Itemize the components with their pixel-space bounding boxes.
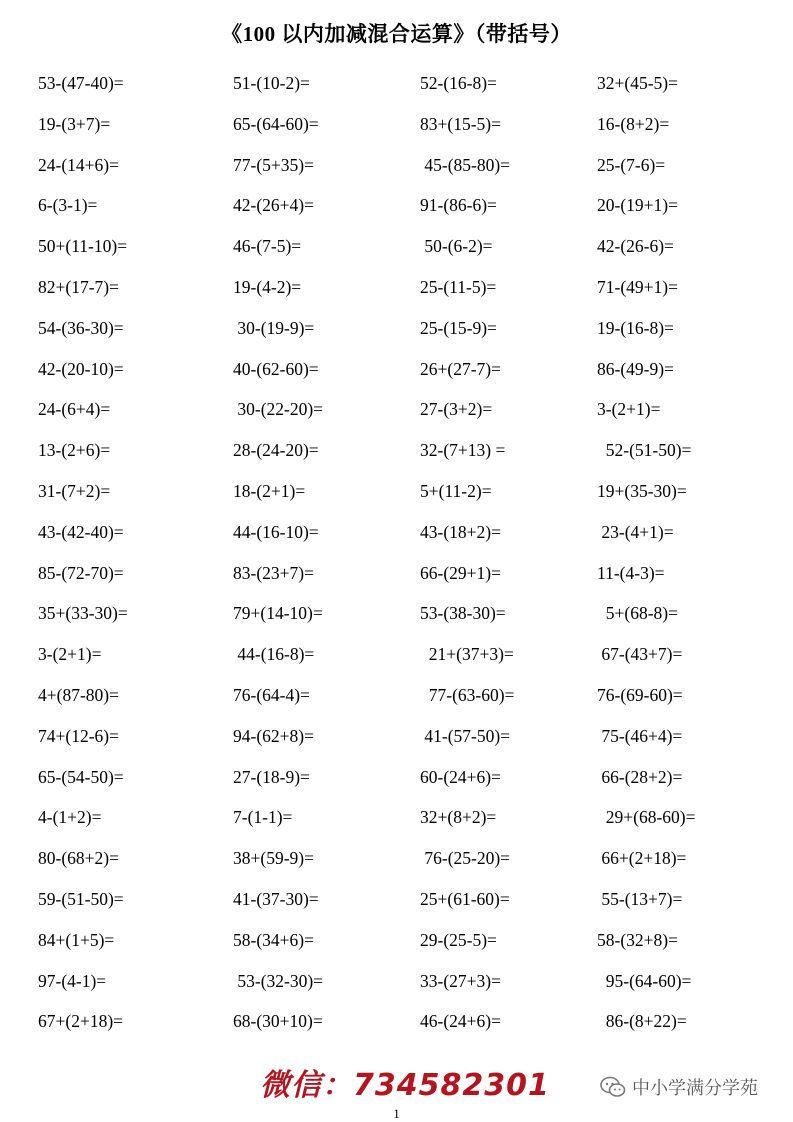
exercise-item: 25-(7-6)=	[597, 154, 666, 175]
exercise-item: 83+(15-5)=	[420, 113, 501, 134]
exercise-item: 43-(42-40)=	[38, 521, 124, 542]
exercise-item: 33-(27+3)=	[420, 970, 501, 991]
exercise-item: 41-(37-30)=	[233, 888, 319, 909]
exercise-item: 53-(47-40)=	[38, 73, 124, 93]
exercise-item: 86-(8+22)=	[597, 1011, 687, 1032]
exercise-item: 94-(62+8)=	[233, 725, 314, 746]
exercise-item: 76-(69-60)=	[597, 684, 683, 705]
exercise-item: 5+(11-2)=	[420, 480, 492, 501]
exercise-item: 46-(24+6)=	[420, 1011, 501, 1032]
exercise-item: 32-(7+13) =	[420, 440, 506, 461]
exercise-item: 58-(34+6)=	[233, 929, 314, 950]
exercise-item: 3-(2+1)=	[597, 399, 661, 420]
exercise-item: 74+(12-6)=	[38, 725, 119, 746]
exercise-item: 80-(68+2)=	[38, 848, 119, 869]
exercise-item: 66-(28+2)=	[597, 766, 683, 787]
exercise-item: 4+(87-80)=	[38, 684, 119, 705]
exercise-item: 19+(35-30)=	[597, 480, 687, 501]
exercise-item: 18-(2+1)=	[233, 480, 306, 501]
exercise-item: 97-(4-1)=	[38, 970, 107, 991]
exercise-item: 53-(38-30)=	[420, 603, 506, 624]
exercise-item: 50+(11-10)=	[38, 236, 128, 257]
exercise-item: 76-(64-4)=	[233, 684, 310, 705]
exercise-item: 67-(43+7)=	[597, 644, 683, 665]
exercise-item: 65-(64-60)=	[233, 113, 319, 134]
exercise-item: 42-(26+4)=	[233, 195, 314, 216]
exercise-item: 95-(64-60)=	[597, 970, 692, 991]
wechat-contact: 微信：734582301	[260, 1068, 550, 1103]
exercise-item: 25-(11-5)=	[420, 276, 497, 297]
exercise-item: 84+(1+5)=	[38, 929, 115, 950]
exercise-item: 35+(33-30)=	[38, 603, 128, 624]
exercise-item: 76-(25-20)=	[420, 848, 511, 869]
exercise-item: 45-(85-80)=	[420, 154, 511, 175]
exercise-item: 32+(45-5)=	[597, 73, 678, 93]
exercise-item: 59-(51-50)=	[38, 888, 124, 909]
exercise-item: 71-(49+1)=	[597, 276, 678, 297]
exercise-item: 3-(2+1)=	[38, 644, 102, 665]
exercise-item: 13-(2+6)=	[38, 440, 111, 461]
exercise-item: 83-(23+7)=	[233, 562, 314, 583]
page-number: 1	[393, 1106, 400, 1121]
exercise-item: 42-(20-10)=	[38, 358, 124, 379]
exercise-item: 25-(15-9)=	[420, 317, 497, 338]
exercise-item: 4-(1+2)=	[38, 807, 102, 828]
exercise-item: 67+(2+18)=	[38, 1011, 124, 1032]
exercise-item: 27-(3+2)=	[420, 399, 493, 420]
exercise-item: 44-(16-8)=	[233, 644, 315, 665]
exercise-item: 6-(3-1)=	[38, 195, 98, 216]
exercise-item: 44-(16-10)=	[233, 521, 319, 542]
exercise-item: 91-(86-6)=	[420, 195, 497, 216]
exercise-item: 85-(72-70)=	[38, 562, 124, 583]
exercise-item: 43-(18+2)=	[420, 521, 501, 542]
exercise-item: 52-(16-8)=	[420, 73, 497, 93]
exercise-item: 21+(37+3)=	[420, 644, 514, 665]
exercise-item: 30-(19-9)=	[233, 317, 315, 338]
brand-name: 中小学满分学苑	[632, 1078, 758, 1099]
exercise-item: 75-(46+4)=	[597, 725, 683, 746]
exercise-item: 24-(6+4)=	[38, 399, 111, 420]
exercise-item: 60-(24+6)=	[420, 766, 501, 787]
exercise-item: 58-(32+8)=	[597, 929, 678, 950]
exercise-item: 68-(30+10)=	[233, 1011, 323, 1032]
exercise-item: 77-(63-60)=	[420, 684, 515, 705]
exercise-column-4	[597, 70, 695, 1049]
exercise-item: 55-(13+7)=	[597, 888, 683, 909]
exercise-item: 82+(17-7)=	[38, 276, 119, 297]
exercise-item: 66+(2+18)=	[597, 848, 687, 869]
exercise-item: 42-(26-6)=	[597, 236, 674, 257]
exercise-column-1	[38, 70, 128, 1049]
exercise-item: 77-(5+35)=	[233, 154, 314, 175]
exercise-item: 79+(14-10)=	[233, 603, 323, 624]
exercise-item: 20-(19+1)=	[597, 195, 678, 216]
wechat-icon	[600, 1076, 626, 1098]
exercise-item: 66-(29+1)=	[420, 562, 501, 583]
exercise-item: 19-(3+7)=	[38, 113, 111, 134]
exercise-item: 29+(68-60)=	[597, 807, 696, 828]
exercise-item: 51-(10-2)=	[233, 73, 310, 93]
exercise-item: 26+(27-7)=	[420, 358, 501, 379]
page-title: 《100 以内加减混合运算》（带括号）	[221, 22, 572, 46]
exercise-item: 65-(54-50)=	[38, 766, 124, 787]
exercise-item: 46-(7-5)=	[233, 236, 302, 257]
exercise-item: 40-(62-60)=	[233, 358, 319, 379]
exercise-item: 31-(7+2)=	[38, 480, 111, 501]
exercise-item: 7-(1-1)=	[233, 807, 293, 828]
exercise-item: 53-(32-30)=	[233, 970, 324, 991]
exercise-item: 32+(8+2)=	[420, 807, 497, 828]
exercise-item: 23-(4+1)=	[597, 521, 674, 542]
exercise-column-3	[420, 70, 514, 1049]
exercise-item: 30-(22-20)=	[233, 399, 324, 420]
exercise-item: 25+(61-60)=	[420, 888, 510, 909]
exercise-item: 16-(8+2)=	[597, 113, 670, 134]
exercise-item: 24-(14+6)=	[38, 154, 119, 175]
exercise-item: 5+(68-8)=	[597, 603, 678, 624]
exercise-column-2	[233, 70, 323, 1049]
brand-watermark	[600, 1074, 758, 1100]
exercise-item: 29-(25-5)=	[420, 929, 497, 950]
exercise-item: 86-(49-9)=	[597, 358, 674, 379]
exercise-item: 52-(51-50)=	[597, 440, 692, 461]
exercise-item: 50-(6-2)=	[420, 236, 493, 257]
exercise-item: 28-(24-20)=	[233, 440, 319, 461]
exercise-item: 38+(59-9)=	[233, 848, 314, 869]
exercise-item: 27-(18-9)=	[233, 766, 310, 787]
exercise-item: 41-(57-50)=	[420, 725, 511, 746]
exercise-item: 19-(4-2)=	[233, 276, 302, 297]
exercise-item: 54-(36-30)=	[38, 317, 124, 338]
exercise-item: 19-(16-8)=	[597, 317, 674, 338]
exercise-item: 11-(4-3)=	[597, 562, 665, 583]
